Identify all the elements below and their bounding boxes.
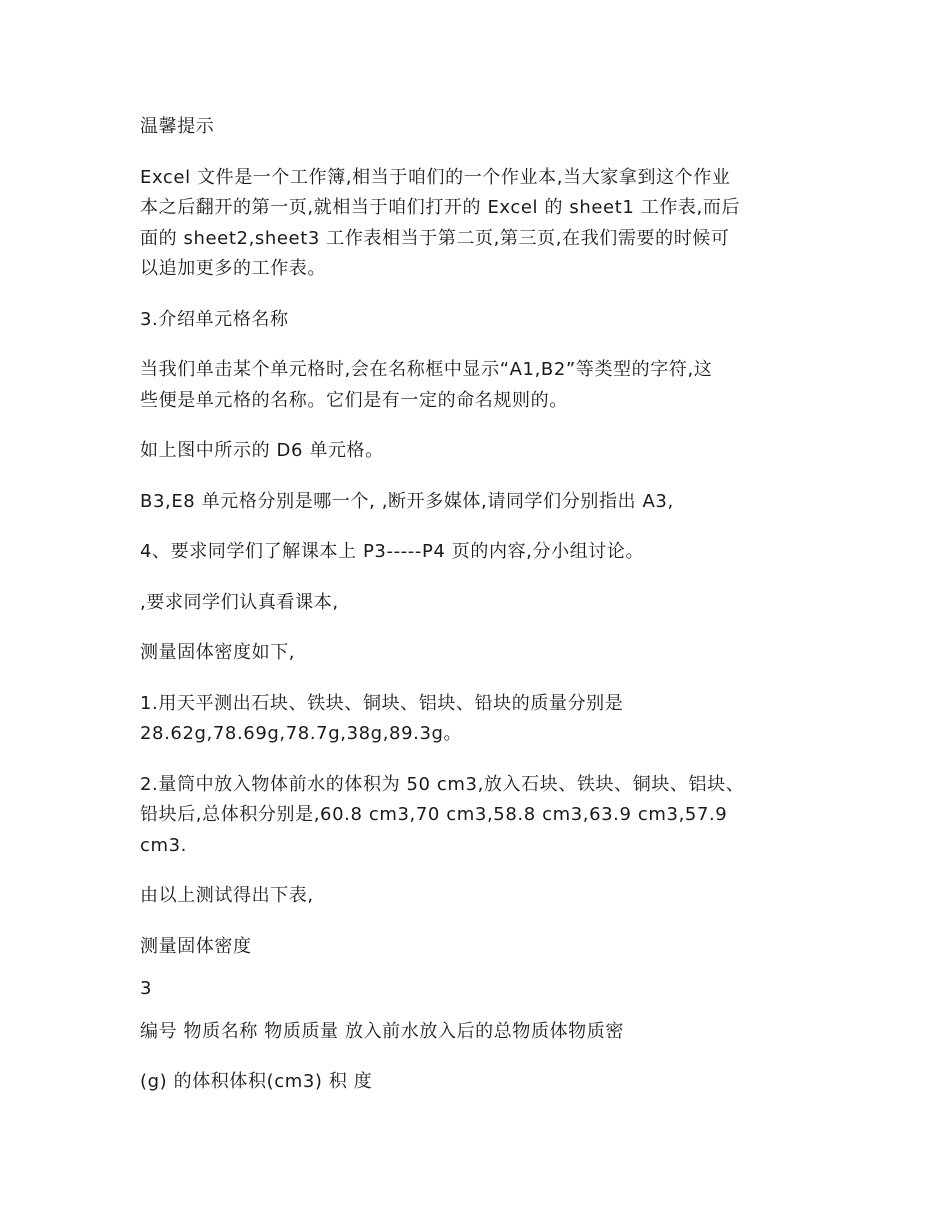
text-line: 当我们单击某个单元格时,会在名称框中显示“A1,B2”等类型的字符,这 [140,359,713,380]
text-line: Excel 文件是一个工作簿,相当于咱们的一个作业本,当大家拿到这个作业 [140,166,731,188]
table-header-row-2 [140,1067,810,1098]
text-line: 编号 物质名称 物质质量 放入前水放入后的总物质体物质密 [140,1020,624,1042]
paragraph-mass-measure [140,689,810,750]
table-header-row-1 [140,1017,810,1048]
paragraph-volume-measure [140,770,810,862]
paragraph-cell-names [140,355,810,416]
text-line: 本之后翻开的第一页,就相当于咱们打开的 Excel 的 sheet1 工作表,而后 [140,197,741,218]
heading-tip [140,112,810,143]
text-line: 温馨提示 [140,116,215,137]
text-line: 以追加更多的工作表。 [140,258,326,279]
text-line: 面的 sheet2,sheet3 工作表相当于第二页,第三页,在我们需要的时候可 [140,227,730,249]
table-title [140,932,810,963]
text-line: 测量固体密度 [140,935,252,957]
text-line: 由以上测试得出下表, [140,885,314,906]
text-line: 些便是单元格的名称。它们是有一定的命名规则的。 [140,389,568,411]
text-line: 2.量筒中放入物体前水的体积为 50 cm3,放入石块、铁块、铜块、铝块、 [140,773,745,795]
heading-cell-names [140,305,810,336]
text-line: 4、要求同学们了解课本上 P3-----P4 页的内容,分小组讨论。 [140,541,645,562]
document-page [140,112,810,1118]
text-line: B3,E8 单元格分别是哪一个, ,断开多媒体,请同学们分别指出 A3, [140,490,674,512]
text-line: cm3. [140,834,188,856]
paragraph-d6 [140,436,810,467]
paragraph-table-intro [140,881,810,912]
paragraph-read-textbook [140,588,810,619]
paragraph-textbook-pages [140,537,810,568]
table-number [140,974,810,1005]
text-line: 如上图中所示的 D6 单元格。 [140,440,384,461]
paragraph-density-intro [140,638,810,669]
text-line: (g) 的体积体积(cm3) 积 度 [140,1071,373,1092]
text-line: 1.用天平测出石块、铁块、铜块、铝块、铅块的质量分别是 [140,692,624,714]
text-line: ,要求同学们认真看课本, [140,591,339,613]
text-line: 铅块后,总体积分别是,60.8 cm3,70 cm3,58.8 cm3,63.9 cm3,57.9 [140,804,728,825]
text-line: 28.62g,78.69g,78.7g,38g,89.3g。 [140,723,463,744]
paragraph-b3-e8 [140,487,810,518]
text-line: 3 [140,978,153,999]
text-line: 3.介绍单元格名称 [140,308,289,330]
text-line: 测量固体密度如下, [140,642,296,663]
paragraph-excel-intro [140,163,810,285]
